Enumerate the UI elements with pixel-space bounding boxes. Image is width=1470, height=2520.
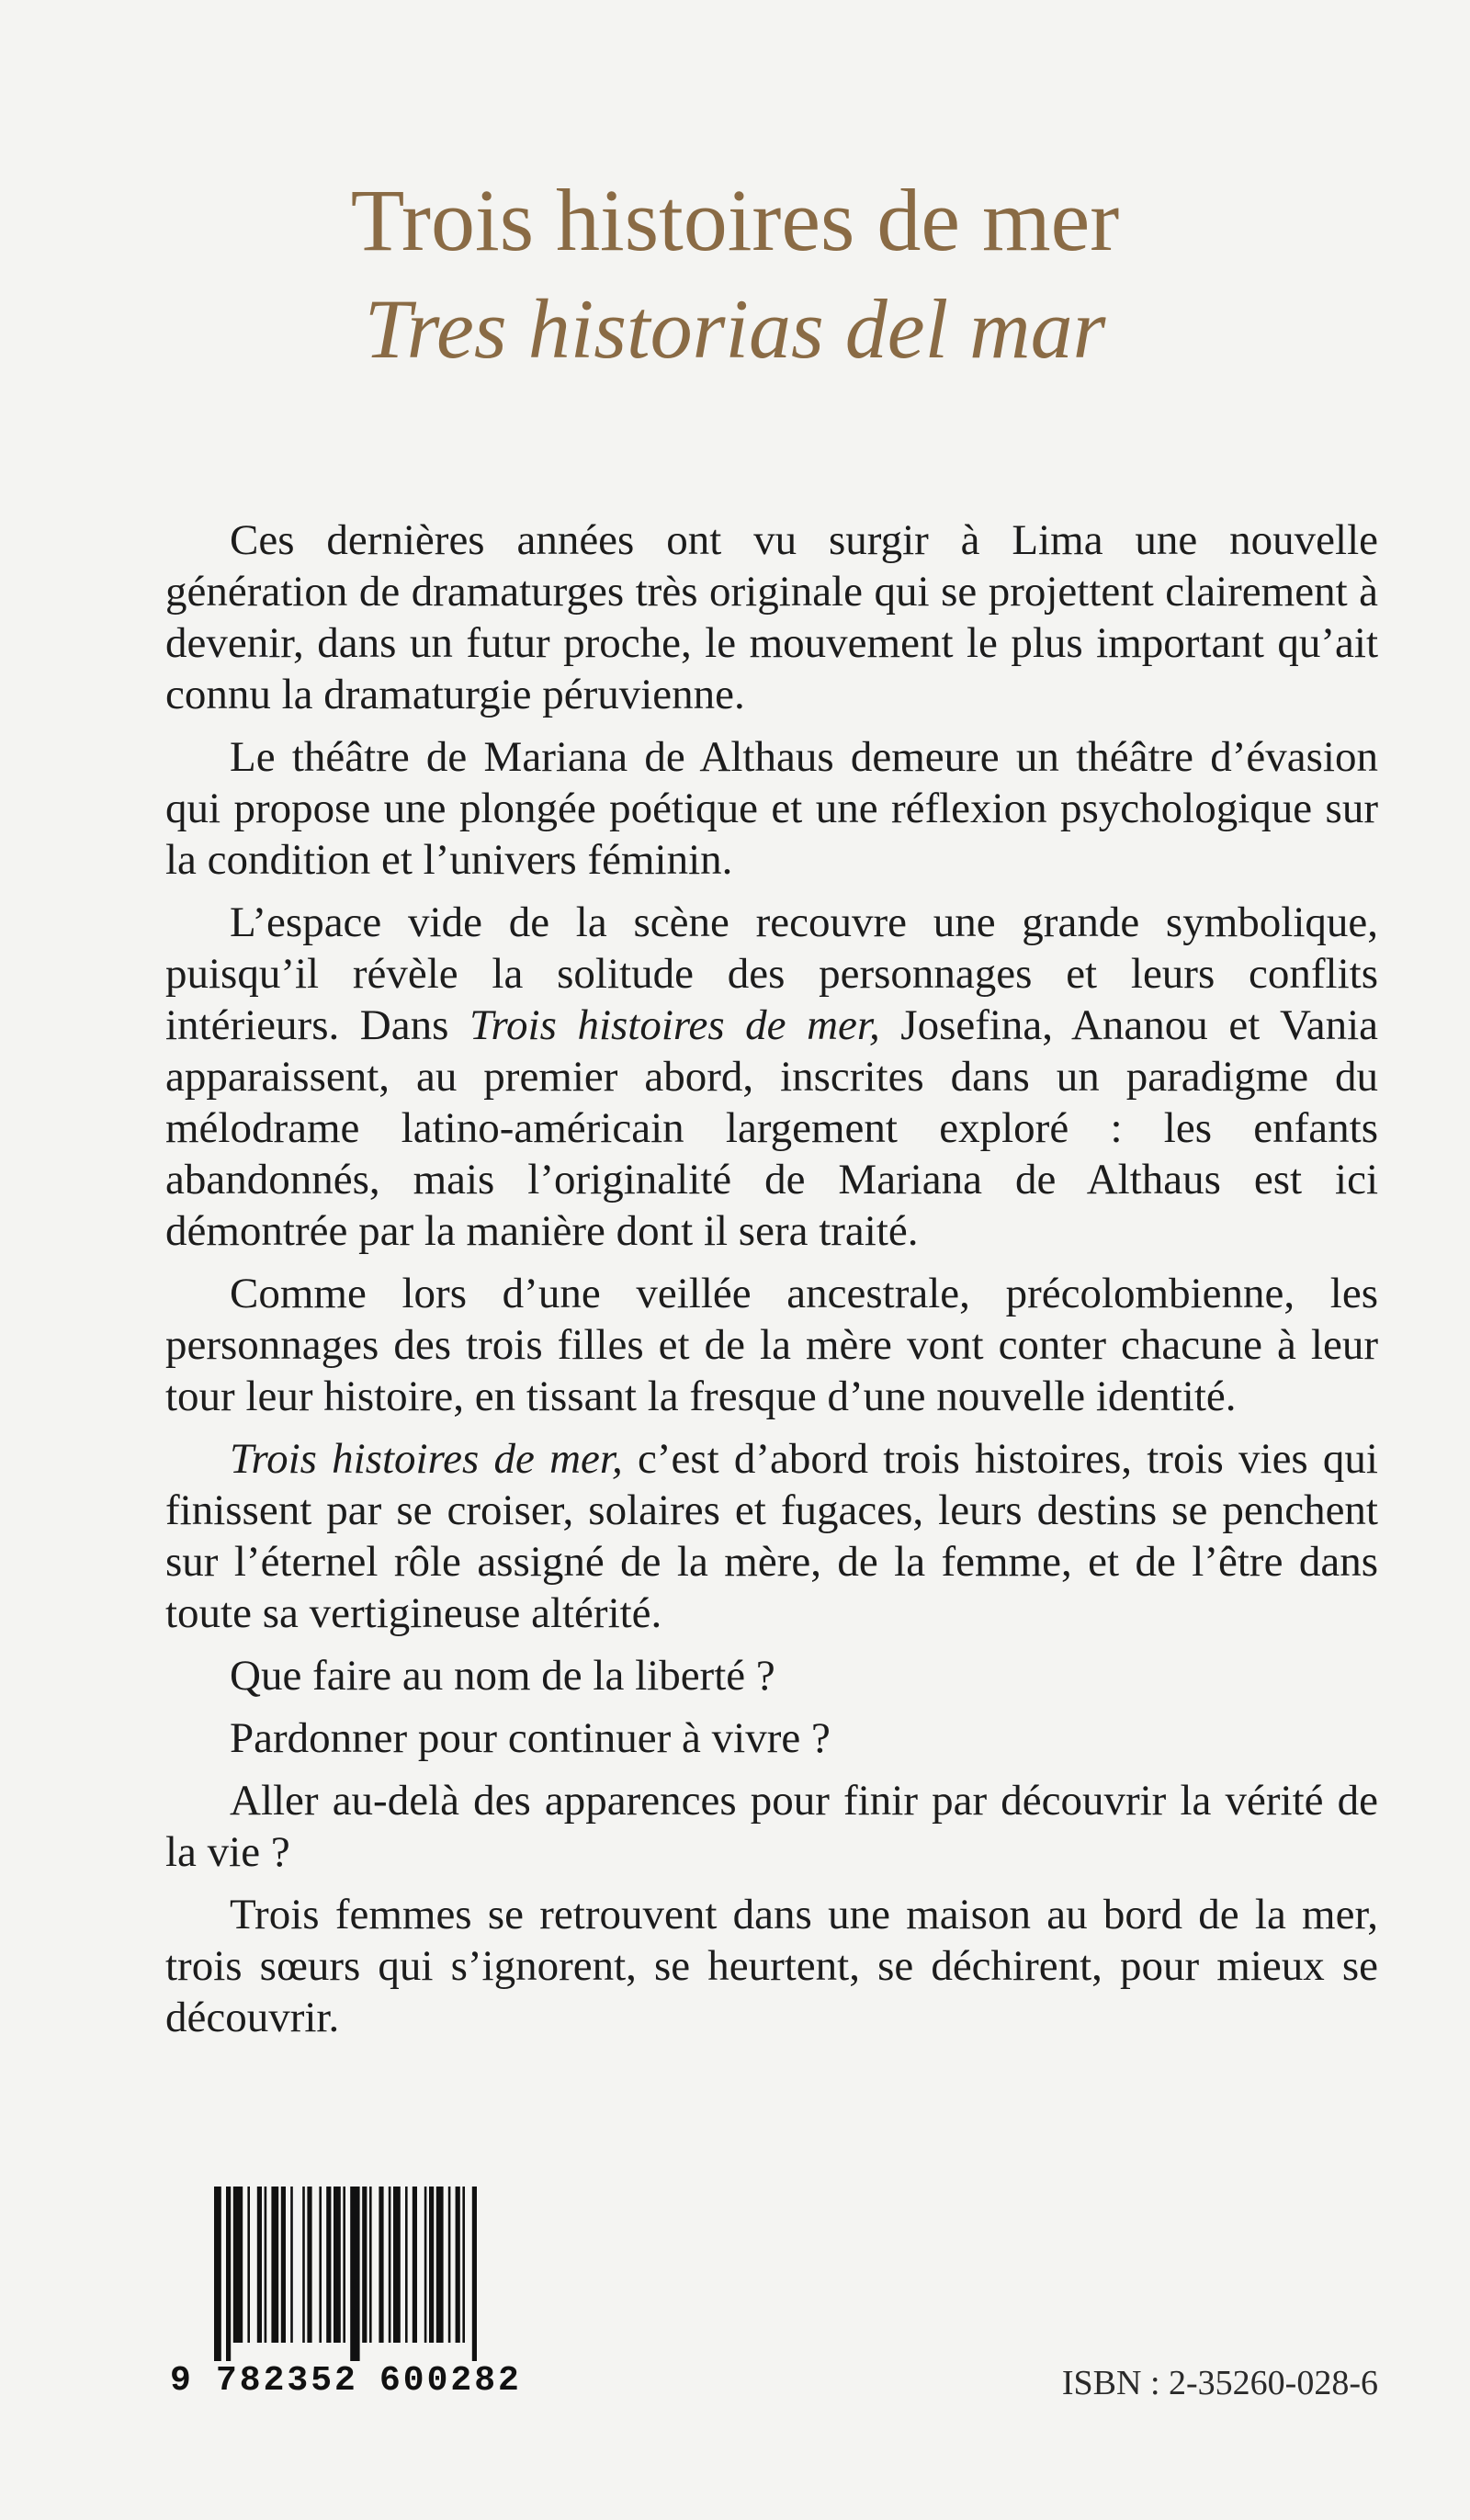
paragraph: Le théâtre de Mariana de Althaus demeure un théâtre d’évasion qui propose une plongée poétique et une réflexion psychologique sur la condition et l’univers féminin. (165, 733, 1378, 884)
barcode-bar (343, 2187, 345, 2343)
barcode-bar (389, 2187, 391, 2343)
barcode-right-digits: 600282 (379, 2361, 526, 2407)
barcode-bar (350, 2187, 359, 2361)
barcode-bar (290, 2187, 293, 2343)
barcode-bar (265, 2187, 267, 2343)
barcode-bar (429, 2187, 434, 2343)
paragraph: Comme lors d’une veillée ancestrale, précolombienne, les personnages des trois filles et de la mère vont conter chacune à leur tour leur histoire, en tissant la fresque d’une nouvelle identité. (165, 1270, 1378, 1420)
barcode-bar (405, 2187, 408, 2343)
italic-title: Trois histoires de mer, (230, 1435, 623, 1483)
barcode-bar (393, 2187, 401, 2343)
paragraph: Aller au-delà des apparences pour finir par découvrir la vérité de la vie ? (165, 1777, 1378, 1876)
book-subtitle: Tres historias del mar (364, 282, 1106, 376)
barcode-bar (413, 2187, 417, 2343)
barcode-bar (281, 2187, 286, 2343)
barcode-bar (448, 2187, 451, 2343)
barcode-bar (326, 2187, 331, 2343)
barcode-bar (226, 2187, 231, 2361)
barcode-bar (334, 2187, 341, 2343)
title-block (0, 170, 1470, 379)
barcode-bar (233, 2187, 243, 2343)
paragraph: Pardonner pour continuer à vivre ? (230, 1714, 831, 1762)
paragraph-text: L’espace vide de la scène recouvre une grande symbolique, puisqu’il révèle la solitude des personnages et leurs conflits intérieurs. Dans (165, 898, 1378, 1049)
paragraph-text: Josefina, Ananou et Vania apparaissent, au premier abord, inscrites dans un paradigme du mélodrame latino-américain largement exploré : les enfants abandonnés, mais l’originalité de Mariana de Althaus est ici démontrée par la manière dont il sera traité. (165, 1001, 1378, 1255)
barcode-left-digits: 782352 (216, 2361, 363, 2407)
barcode-bars (170, 2187, 537, 2361)
barcode-bar (319, 2187, 322, 2343)
paragraph: Ces dernières années ont vu surgir à Lima une nouvelle génération de dramaturges très originale qui se projettent clairement à devenir, dans un futur proche, le mouvement le plus important qu’ait connu la dramaturgie péruvienne. (165, 516, 1378, 718)
barcode-bar (214, 2187, 221, 2361)
paragraph-text: c’est d’abord trois histoires, trois vies qui finissent par se croiser, solaires et fugaces, leurs destins se penchent sur l’éternel rôle assigné de la mère, de la femme, et de l’être dans toute sa vertigineuse altérité. (165, 1435, 1378, 1637)
barcode-first-digit: 9 (170, 2361, 191, 2401)
barcode-digits (170, 2361, 537, 2407)
isbn: ISBN : 2-35260-028-6 (1061, 2364, 1378, 2402)
barcode-bar (362, 2187, 367, 2343)
paragraph: Que faire au nom de la liberté ? (230, 1652, 775, 1700)
paragraph (165, 1433, 1378, 1639)
paragraph: Trois femmes se retrouvent dans une maison au bord de la mer, trois sœurs qui s’ignorent, se heurtent, se déchirent, pour mieux se découvrir. (165, 1891, 1378, 2041)
italic-title: Trois histoires de mer, (469, 1001, 880, 1049)
back-cover-text (165, 514, 1378, 2054)
barcode-bar (456, 2187, 460, 2343)
barcode-bar (247, 2187, 250, 2343)
barcode-bar (424, 2187, 427, 2343)
barcode-bar (369, 2187, 372, 2343)
paragraph (165, 897, 1378, 1257)
barcode-bar (302, 2187, 305, 2343)
barcode-bar (462, 2187, 465, 2343)
barcode-bar (257, 2187, 262, 2343)
barcode-bar (307, 2187, 311, 2343)
barcode-bar (472, 2187, 477, 2361)
barcode-bar (271, 2187, 278, 2343)
barcode-bar (436, 2187, 444, 2343)
book-title: Trois histoires de mer (350, 171, 1120, 269)
barcode-bar (379, 2187, 383, 2343)
